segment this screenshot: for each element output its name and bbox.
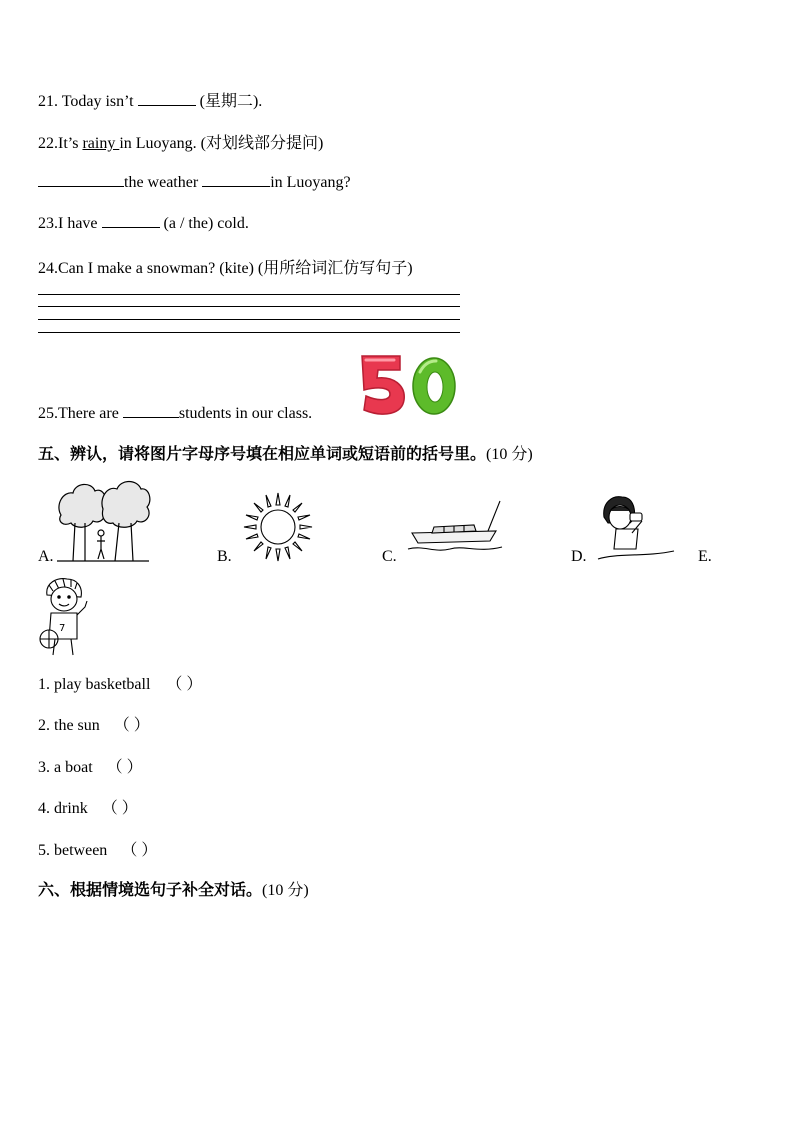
answer-parentheses[interactable]: （ ） bbox=[121, 842, 158, 859]
trees-boy-picture bbox=[55, 479, 151, 563]
question-number: 22 bbox=[38, 135, 54, 152]
question-22-answer bbox=[38, 172, 351, 192]
girl-drinking-picture bbox=[596, 493, 676, 563]
digit-zero-icon bbox=[413, 358, 455, 414]
match-item-1: 1. play basketball （ ） bbox=[38, 671, 202, 694]
question-25 bbox=[38, 403, 312, 423]
writing-line[interactable] bbox=[38, 306, 460, 307]
underlined-word: rainy bbox=[82, 135, 120, 152]
answer-parentheses[interactable]: （ ） bbox=[166, 676, 203, 693]
boy-basketball-picture bbox=[37, 577, 93, 657]
match-item-4: 4. drink （ ） bbox=[38, 795, 138, 818]
match-item-3: 3. a boat （ ） bbox=[38, 754, 143, 777]
picture-label-e: E. bbox=[698, 548, 712, 565]
question-hint: in Luoyang. (对划线部分提问) bbox=[119, 135, 324, 152]
picture-label-c: C. bbox=[382, 548, 397, 565]
picture-label-b: B. bbox=[217, 548, 232, 565]
picture-label-d: D. bbox=[571, 548, 587, 565]
answer-blank[interactable] bbox=[202, 172, 270, 187]
match-item-2: 2. the sun （ ） bbox=[38, 712, 150, 735]
question-hint: (星期二). bbox=[195, 93, 263, 110]
question-text: .It’s bbox=[54, 135, 83, 152]
digit-five-icon bbox=[362, 356, 404, 414]
writing-line[interactable] bbox=[38, 294, 460, 295]
answer-parentheses[interactable]: （ ） bbox=[101, 800, 138, 817]
question-text: .Can I make a snowman? (kite) (用所给词汇仿写句子) bbox=[54, 260, 413, 277]
match-item-5: 5. between （ ） bbox=[38, 837, 157, 860]
question-number: 21 bbox=[38, 93, 54, 110]
question-text: .There are bbox=[54, 405, 123, 422]
answer-blank[interactable] bbox=[123, 403, 179, 418]
number-50-picture bbox=[354, 350, 458, 418]
section-6-title: 六、根据情境选句子补全对话。(10 分) bbox=[38, 880, 309, 899]
picture-label-a: A. bbox=[38, 548, 54, 565]
svg-text:7: 7 bbox=[59, 623, 66, 634]
question-number: 24 bbox=[38, 260, 54, 277]
question-hint: (a / the) cold. bbox=[159, 215, 249, 232]
answer-blank[interactable] bbox=[38, 172, 124, 187]
answer-parentheses[interactable]: （ ） bbox=[113, 717, 150, 734]
answer-blank[interactable] bbox=[102, 213, 160, 228]
writing-line[interactable] bbox=[38, 332, 460, 333]
question-number: 23 bbox=[38, 215, 54, 232]
question-number: 25 bbox=[38, 405, 54, 422]
question-24 bbox=[38, 255, 413, 278]
question-text: .I have bbox=[54, 215, 102, 232]
section-5-title: 五、辨认，请将图片字母序号填在相应单词或短语前的括号里。(10 分) bbox=[38, 444, 533, 463]
answer-blank[interactable] bbox=[138, 91, 196, 106]
writing-line[interactable] bbox=[38, 319, 460, 320]
sun-picture bbox=[242, 491, 314, 563]
answer-text: the weather bbox=[124, 174, 203, 191]
answer-parentheses[interactable]: （ ） bbox=[106, 759, 143, 776]
question-22 bbox=[38, 130, 323, 153]
answer-text: in Luoyang? bbox=[270, 174, 351, 191]
question-21 bbox=[38, 88, 262, 111]
boat-picture bbox=[404, 497, 506, 561]
question-text: students in our class. bbox=[178, 405, 313, 422]
question-text: . Today isn’t bbox=[54, 93, 138, 110]
question-23 bbox=[38, 213, 249, 233]
